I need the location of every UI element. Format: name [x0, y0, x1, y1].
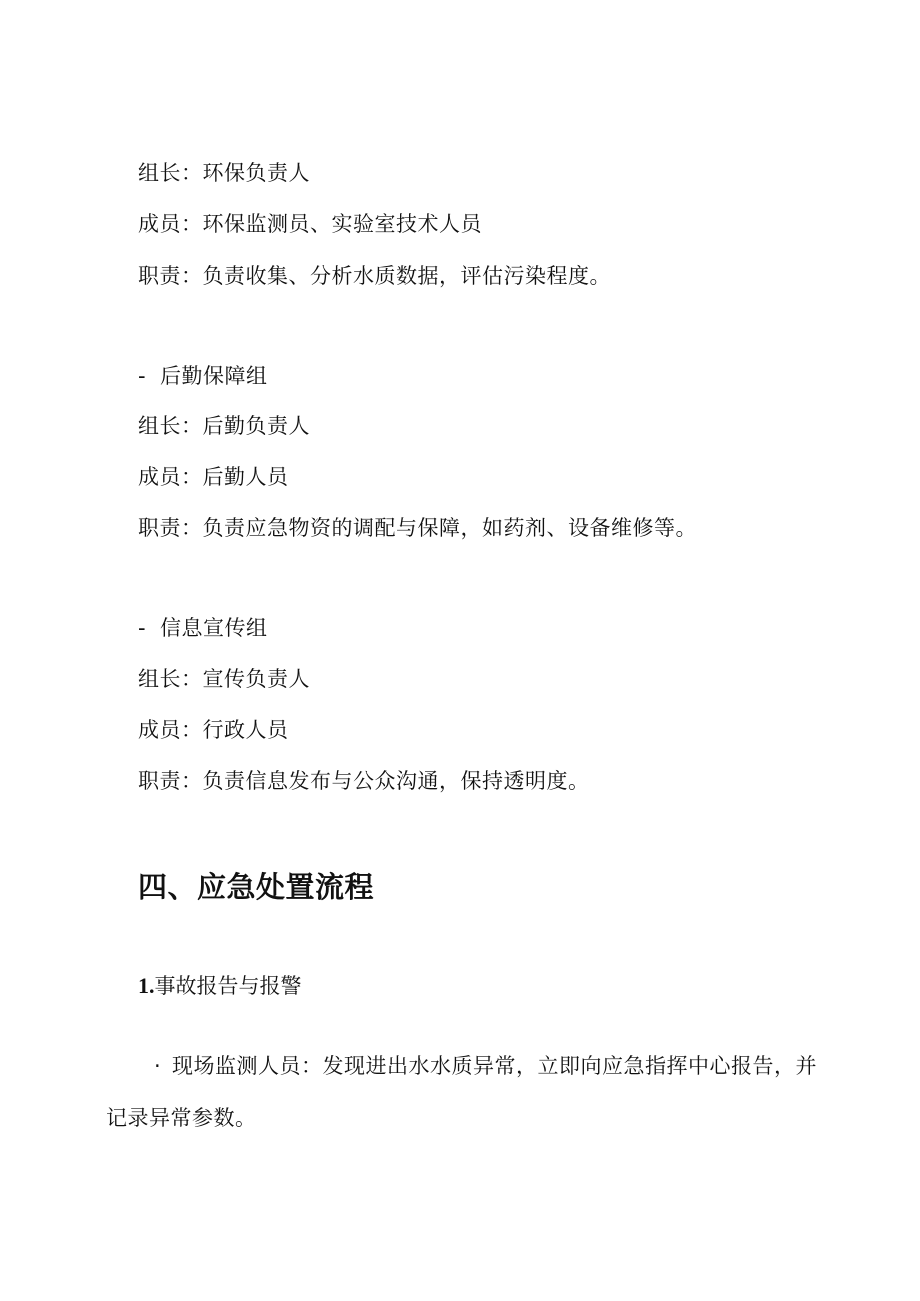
monitoring-duties: 职责：负责收集、分析水质数据，评估污染程度。: [138, 264, 611, 288]
sub-heading-text: 事故报告与报警: [154, 974, 302, 998]
logistics-title-text: 后勤保障组: [160, 364, 268, 388]
information-duties: 职责：负责信息发布与公众沟通，保持透明度。: [138, 769, 590, 793]
sub-heading-number: 1.: [138, 973, 155, 998]
logistics-dash: -: [138, 364, 147, 388]
bullet-dot: ·: [154, 1054, 162, 1078]
monitoring-leader: 组长：环保负责人: [138, 161, 310, 185]
section-heading: 四、应急处置流程: [138, 870, 375, 904]
logistics-members: 成员：后勤人员: [138, 465, 289, 489]
logistics-duties: 职责：负责应急物资的调配与保障，如药剂、设备维修等。: [138, 516, 697, 540]
information-title-text: 信息宣传组: [160, 616, 268, 640]
bullet-paragraph: [106, 1040, 826, 1144]
information-leader: 组长：宣传负责人: [138, 667, 310, 691]
logistics-leader: 组长：后勤负责人: [138, 414, 310, 438]
sub-heading-1: [138, 972, 302, 1000]
logistics-group-title: [138, 362, 268, 390]
information-group-title: [138, 614, 268, 642]
information-members: 成员：行政人员: [138, 718, 289, 742]
monitoring-members: 成员：环保监测员、实验室技术人员: [138, 212, 482, 236]
information-dash: -: [138, 616, 147, 640]
bullet-text: 现场监测人员：发现进出水水质异常，立即向应急指挥中心报告，并记录异常参数。: [106, 1054, 817, 1130]
